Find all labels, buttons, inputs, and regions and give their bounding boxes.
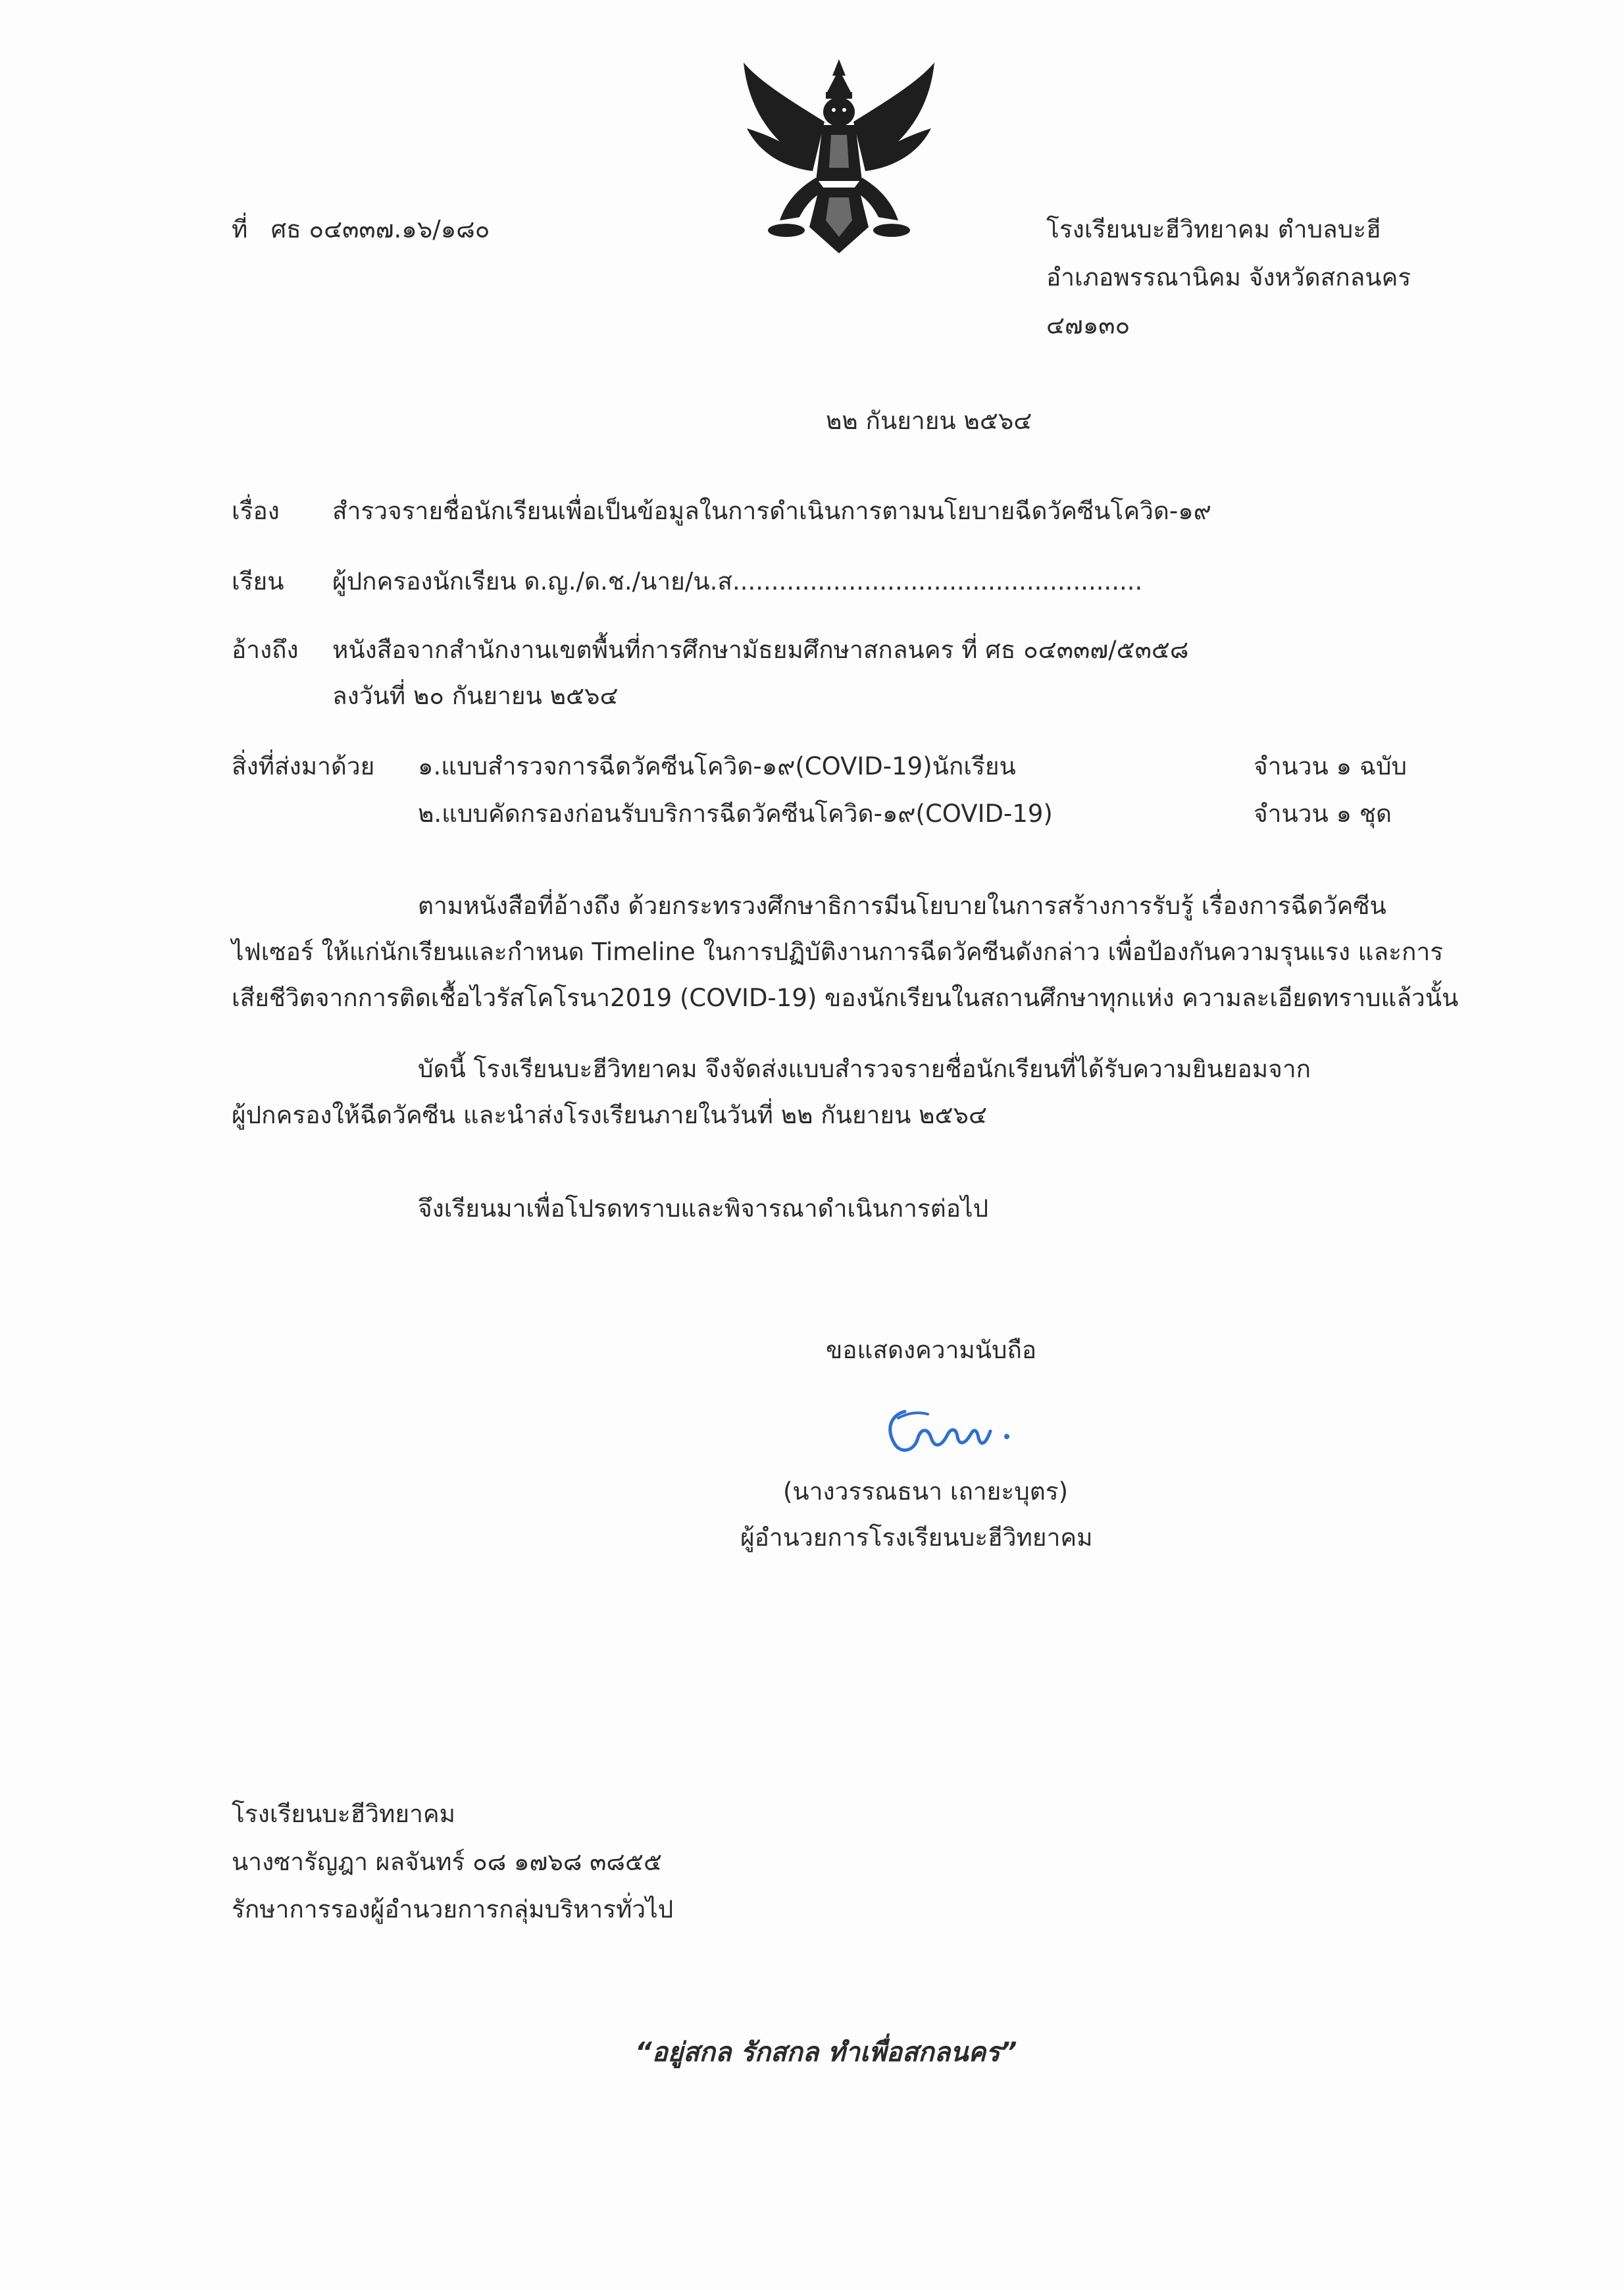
body-paragraph-1-line-2: ไฟเซอร์ ให้แก่นักเรียนและกำหนด Timeline ในการปฏิบัติงานการฉีดวัคซีนดังกล่าว เพื่อป้องกันความรุนแรง และการ xyxy=(232,938,1444,966)
school-address-line2: อำเภอพรรณานิคม จังหวัดสกลนคร xyxy=(1046,263,1411,292)
body-paragraph-1-line-1: ตามหนังสือที่อ้างถึง ด้วยกระทรวงศึกษาธิการมีนโยบายในการสร้างการรับรู้ เรื่องการฉีดวัคซีน xyxy=(418,892,1386,920)
letter-date: ๒๒ กันยายน ๒๕๖๔ xyxy=(826,407,1032,435)
subject-text: สำรวจรายชื่อนักเรียนเพื่อเป็นข้อมูลในการดำเนินการตามนโยบายฉีดวัคซีนโควิด-๑๙ xyxy=(332,497,1211,525)
ref-number-label: ที่ xyxy=(232,215,248,243)
recipient-label: เรียน xyxy=(232,567,284,596)
footer-contact: นางซารัญฎา ผลจันทร์ ๐๘ ๑๗๖๘ ๓๘๕๕ xyxy=(232,1848,662,1876)
body-paragraph-2-line-1: บัดนี้ โรงเรียนบะฮีวิทยาคม จึงจัดส่งแบบสำรวจรายชื่อนักเรียนที่ได้รับความยินยอมจาก xyxy=(418,1055,1311,1083)
subject-label: เรื่อง xyxy=(232,497,280,525)
ref-number: ศธ ๐๔๓๓๗.๑๖/๑๘๐ xyxy=(270,215,490,243)
school-postcode: ๔๗๑๓๐ xyxy=(1046,311,1130,340)
school-motto: “อยู่สกล รักสกล ทำเพื่อสกลนคร” xyxy=(635,2037,1017,2068)
body-paragraph-2-line-2: ผู้ปกครองให้ฉีดวัคซีน และนำส่งโรงเรียนภายในวันที่ ๒๒ กันยายน ๒๕๖๔ xyxy=(232,1101,988,1129)
footer-contact-role: รักษาการรองผู้อำนวยการกลุ่มบริหารทั่วไป xyxy=(232,1895,674,1923)
signer-position: ผู้อำนวยการโรงเรียนบะฮีวิทยาคม xyxy=(740,1523,1093,1552)
reference-line2: ลงวันที่ ๒๐ กันยายน ๒๕๖๔ xyxy=(332,682,619,710)
enclosure-label: สิ่งที่ส่งมาด้วย xyxy=(232,752,375,780)
closing-regards: ขอแสดงความนับถือ xyxy=(826,1336,1037,1364)
recipient-text: ผู้ปกครองนักเรียน ด.ญ./ด.ช./นาย/น.ส..................................................... xyxy=(332,567,1143,596)
garuda-emblem-icon xyxy=(740,56,938,257)
enclosure-qty-2: จำนวน ๑ ชุด xyxy=(1254,800,1392,828)
school-address-line1: โรงเรียนบะฮีวิทยาคม ตำบลบะฮี xyxy=(1046,215,1381,243)
reference-line1: หนังสือจากสำนักงานเขตพื้นที่การศึกษามัธยมศึกษาสกลนคร ที่ ศธ ๐๔๓๓๗/๕๓๕๘ xyxy=(332,636,1189,664)
footer-school: โรงเรียนบะฮีวิทยาคม xyxy=(232,1800,456,1828)
enclosure-item-2: ๒.แบบคัดกรองก่อนรับบริการฉีดวัคซีนโควิด-๑๙(COVID-19) xyxy=(418,800,1053,828)
body-paragraph-3: จึงเรียนมาเพื่อโปรดทราบและพิจารณาดำเนินการต่อไป xyxy=(418,1194,989,1223)
body-paragraph-1-line-3: เสียชีวิตจากการติดเชื้อไวรัสโคโรนา2019 (COVID-19) ของนักเรียนในสถานศึกษาทุกแห่ง ความละเอียดทราบแล้วนั้น xyxy=(232,984,1459,1012)
signature-icon xyxy=(878,1398,1017,1471)
enclosure-qty-1: จำนวน ๑ ฉบับ xyxy=(1254,752,1408,780)
reference-label: อ้างถึง xyxy=(232,636,299,664)
signer-name: (นางวรรณธนา เถายะบุตร) xyxy=(783,1477,1069,1506)
enclosure-item-1: ๑.แบบสำรวจการฉีดวัคซีนโควิด-๑๙(COVID-19)นักเรียน xyxy=(418,752,1016,780)
